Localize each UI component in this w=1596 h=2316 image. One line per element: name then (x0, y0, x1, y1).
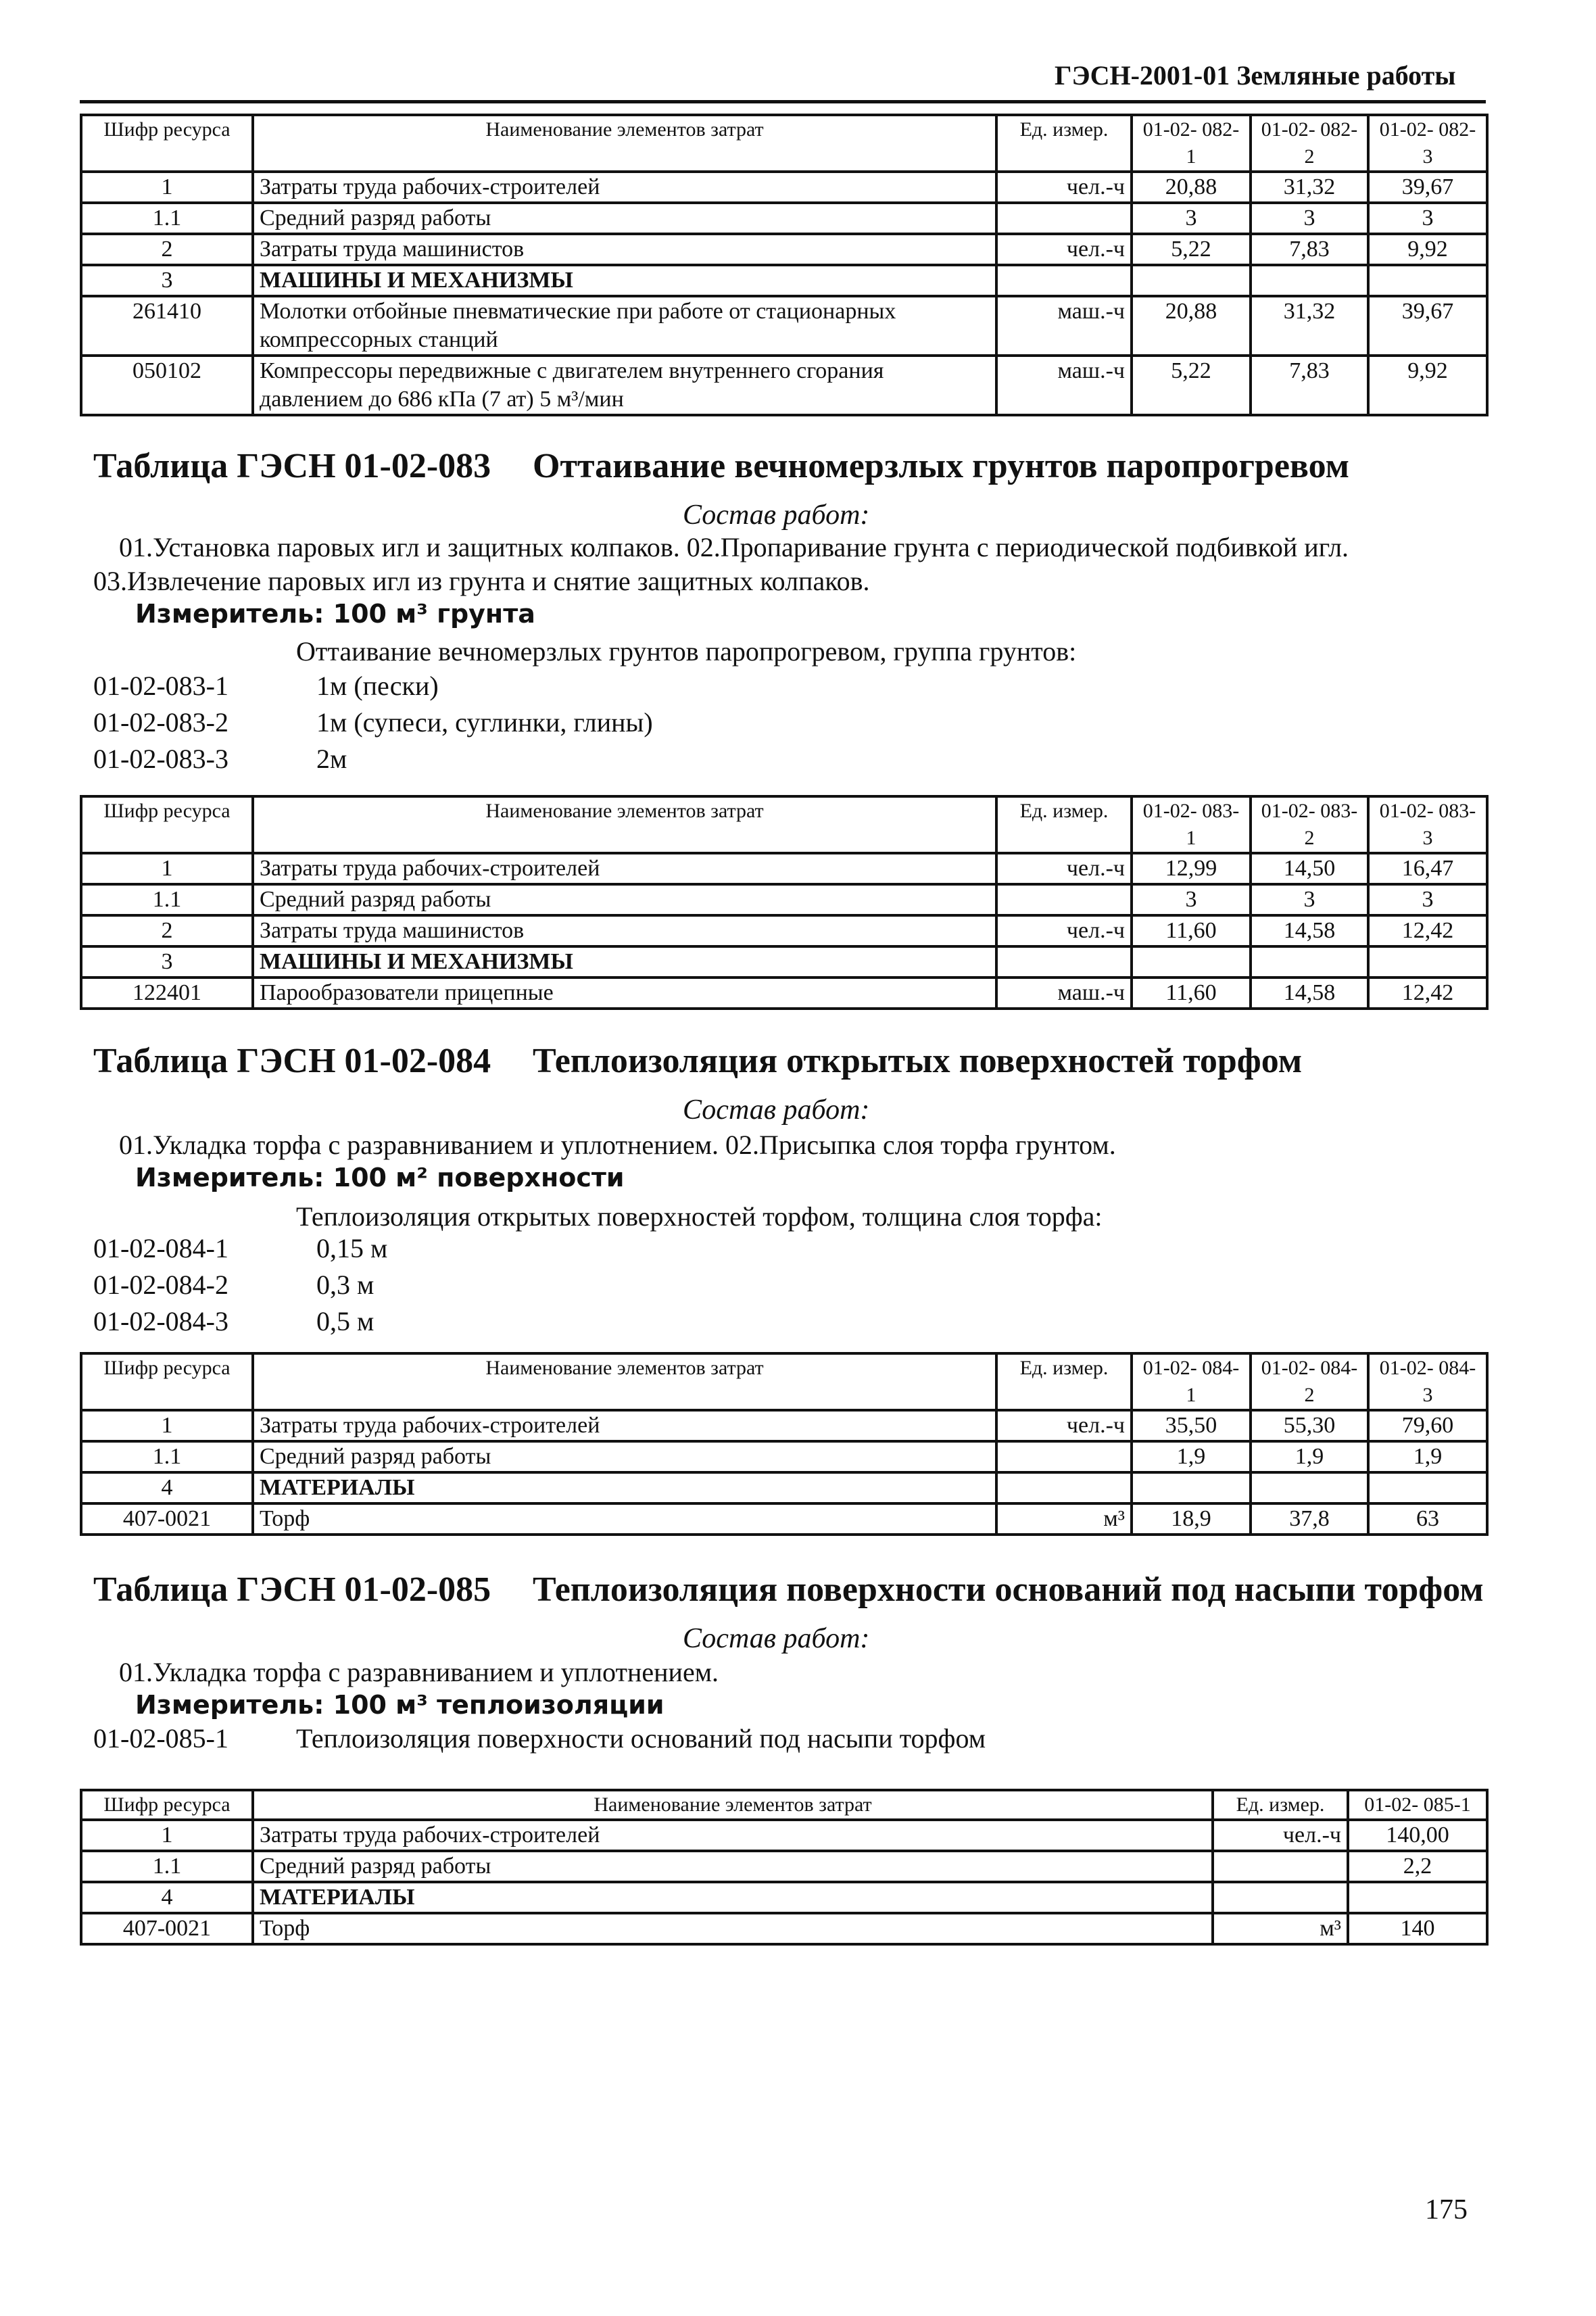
row-section-name: МАТЕРИАЛЫ (253, 1472, 996, 1503)
row-value: 1,9 (1251, 1441, 1368, 1472)
row-unit (996, 265, 1132, 296)
col-header-unit: Ед. измер. (996, 796, 1132, 853)
list-item (93, 1303, 387, 1340)
row-section-name: МАШИНЫ И МЕХАНИЗМЫ (253, 265, 996, 296)
row-name: Торф (253, 1913, 1213, 1944)
works-line-1: 01.Установка паровых игл и защитных колпаков. 02.Пропаривание грунта с периодической подбивкой игл. (119, 532, 1349, 562)
row-value: 14,58 (1251, 978, 1368, 1009)
row-unit: маш.-ч (996, 296, 1132, 356)
row-name: Затраты труда машинистов (253, 234, 996, 265)
item-text: 1м (супеси, суглинки, глины) (316, 707, 653, 738)
row-code: 1 (81, 1410, 253, 1441)
row-value: 11,60 (1132, 915, 1251, 946)
row-unit: чел.-ч (996, 1410, 1132, 1441)
row-value: 12,42 (1368, 915, 1487, 946)
table-084 (80, 1352, 1489, 1536)
row-unit: маш.-ч (996, 978, 1132, 1009)
row-value: 5,22 (1132, 234, 1251, 265)
row-value (1348, 1882, 1487, 1913)
row-unit: чел.-ч (996, 234, 1132, 265)
row-value (1132, 946, 1251, 978)
row-value: 55,30 (1251, 1410, 1368, 1441)
code-list (93, 1720, 986, 1757)
item-code: 01-02-084-2 (93, 1270, 228, 1300)
row-value: 3 (1368, 203, 1487, 234)
list-item (93, 1230, 387, 1267)
row-code: 1.1 (81, 1441, 253, 1472)
row-name: Средний разряд работы (253, 1441, 996, 1472)
table-header-row (81, 796, 1487, 853)
row-value: 14,50 (1251, 853, 1368, 884)
col-header-code: Шифр ресурса (81, 796, 253, 853)
table-082 (80, 114, 1489, 416)
item-code: 01-02-085-1 (93, 1723, 228, 1754)
row-value: 14,58 (1251, 915, 1368, 946)
table-code: Таблица ГЭСН 01-02-085 (93, 1570, 491, 1609)
row-section-name: МАШИНЫ И МЕХАНИЗМЫ (253, 946, 996, 978)
row-code: 407-0021 (81, 1503, 253, 1535)
row-value: 1,9 (1368, 1441, 1487, 1472)
row-name: Торф (253, 1503, 996, 1535)
item-code: 01-02-083-1 (93, 671, 228, 701)
row-name: Затраты труда машинистов (253, 915, 996, 946)
item-code: 01-02-083-2 (93, 707, 228, 738)
table-row (81, 853, 1487, 884)
row-code: 1 (81, 1820, 253, 1851)
item-text: 0,15 м (316, 1233, 388, 1263)
table-row (81, 265, 1487, 296)
row-value: 35,50 (1132, 1410, 1251, 1441)
code-list (93, 1230, 387, 1340)
col-header-083-3: 01-02- 083-3 (1368, 796, 1487, 853)
row-value (1368, 265, 1487, 296)
row-value: 3 (1251, 884, 1368, 915)
section-description: Оттаивание вечномерзлых грунтов паропрогревом, группа грунтов: (296, 636, 1077, 667)
page-number: 175 (1425, 2194, 1468, 2225)
row-code: 407-0021 (81, 1913, 253, 1944)
item-text: 1м (пески) (316, 671, 439, 701)
row-name: Затраты труда рабочих-строителей (253, 172, 996, 203)
row-unit: м³ (996, 1503, 1132, 1535)
row-value: 12,99 (1132, 853, 1251, 884)
col-header-code: Шифр ресурса (81, 1790, 253, 1820)
row-value: 31,32 (1251, 172, 1368, 203)
row-unit (1213, 1882, 1348, 1913)
table-title-085 (93, 1570, 1484, 1610)
row-name: Средний разряд работы (253, 884, 996, 915)
row-name: Компрессоры передвижные с двигателем внутреннего сгорания давлением до 686 кПа (7 ат) 5 м³/мин (253, 356, 996, 415)
row-unit: чел.-ч (1213, 1820, 1348, 1851)
row-value: 39,67 (1368, 172, 1487, 203)
col-header-name: Наименование элементов затрат (253, 796, 996, 853)
table-code: Таблица ГЭСН 01-02-084 (93, 1042, 491, 1080)
table-header-row (81, 1353, 1487, 1410)
row-section-name: МАТЕРИАЛЫ (253, 1882, 1213, 1913)
row-unit: маш.-ч (996, 356, 1132, 415)
code-list (93, 668, 653, 777)
running-header: ГЭСН-2001-01 Земляные работы (1055, 60, 1456, 91)
meter-line: Измеритель: 100 м³ теплоизоляции (135, 1690, 664, 1720)
row-unit (996, 1441, 1132, 1472)
col-header-084-3: 01-02- 084-3 (1368, 1353, 1487, 1410)
list-item (93, 704, 653, 741)
table-row (81, 172, 1487, 203)
row-value: 140 (1348, 1913, 1487, 1944)
row-value (1251, 946, 1368, 978)
list-item (93, 741, 653, 777)
row-code: 3 (81, 946, 253, 978)
row-unit: чел.-ч (996, 172, 1132, 203)
col-header-name: Наименование элементов затрат (253, 115, 996, 172)
item-text: 2м (316, 744, 347, 774)
row-value: 1,9 (1132, 1441, 1251, 1472)
col-header-082-2: 01-02- 082-2 (1251, 115, 1368, 172)
composition-label: Состав работ: (683, 500, 870, 531)
item-text: 0,3 м (316, 1270, 374, 1300)
table-row (81, 946, 1487, 978)
col-header-082-1: 01-02- 082-1 (1132, 115, 1251, 172)
table-row (81, 1410, 1487, 1441)
row-value: 9,92 (1368, 356, 1487, 415)
col-header-085-1: 01-02- 085-1 (1348, 1790, 1487, 1820)
table-title-083 (93, 446, 1349, 486)
table-row (81, 296, 1487, 356)
table-name: Теплоизоляция поверхности оснований под насыпи торфом (533, 1570, 1484, 1609)
table-row (81, 1882, 1487, 1913)
row-value: 3 (1132, 884, 1251, 915)
section-description: Теплоизоляция открытых поверхностей торфом, толщина слоя торфа: (296, 1201, 1103, 1232)
col-header-083-1: 01-02- 083-1 (1132, 796, 1251, 853)
table-row (81, 978, 1487, 1009)
row-code: 1.1 (81, 1851, 253, 1882)
table-name: Теплоизоляция открытых поверхностей торфом (533, 1042, 1303, 1080)
item-code: 01-02-084-1 (93, 1233, 228, 1263)
table-header-row (81, 115, 1487, 172)
row-unit: чел.-ч (996, 853, 1132, 884)
composition-label: Состав работ: (683, 1094, 870, 1126)
table-row (81, 356, 1487, 415)
row-value: 2,2 (1348, 1851, 1487, 1882)
item-text: Теплоизоляция поверхности оснований под насыпи торфом (296, 1723, 986, 1754)
row-unit (1213, 1851, 1348, 1882)
table-row (81, 234, 1487, 265)
composition-label: Состав работ: (683, 1623, 870, 1654)
row-value: 140,00 (1348, 1820, 1487, 1851)
row-value: 3 (1251, 203, 1368, 234)
row-value: 12,42 (1368, 978, 1487, 1009)
table-header-row (81, 1790, 1487, 1820)
col-header-unit: Ед. измер. (996, 1353, 1132, 1410)
row-value: 16,47 (1368, 853, 1487, 884)
row-value: 18,9 (1132, 1503, 1251, 1535)
table-code: Таблица ГЭСН 01-02-083 (93, 447, 491, 485)
table-row (81, 1913, 1487, 1944)
row-code: 122401 (81, 978, 253, 1009)
table-085 (80, 1789, 1489, 1946)
row-name: Молотки отбойные пневматические при работе от стационарных компрессорных станций (253, 296, 996, 356)
header-rule (80, 100, 1486, 103)
table-row (81, 1441, 1487, 1472)
item-code: 01-02-083-3 (93, 744, 228, 774)
col-header-code: Шифр ресурса (81, 115, 253, 172)
row-value: 3 (1132, 203, 1251, 234)
row-code: 4 (81, 1472, 253, 1503)
col-header-084-2: 01-02- 084-2 (1251, 1353, 1368, 1410)
table-row (81, 1503, 1487, 1535)
row-value: 79,60 (1368, 1410, 1487, 1441)
row-value: 20,88 (1132, 296, 1251, 356)
table-row (81, 1851, 1487, 1882)
row-value: 7,83 (1251, 356, 1368, 415)
row-unit: м³ (1213, 1913, 1348, 1944)
row-value: 7,83 (1251, 234, 1368, 265)
row-name: Средний разряд работы (253, 1851, 1213, 1882)
table-row (81, 1820, 1487, 1851)
row-value: 11,60 (1132, 978, 1251, 1009)
table-row (81, 203, 1487, 234)
row-value: 5,22 (1132, 356, 1251, 415)
row-code: 1 (81, 853, 253, 884)
row-value (1251, 1472, 1368, 1503)
row-code: 2 (81, 234, 253, 265)
list-item (93, 668, 653, 704)
row-code: 3 (81, 265, 253, 296)
item-code: 01-02-084-3 (93, 1306, 228, 1336)
table-row (81, 915, 1487, 946)
col-header-083-2: 01-02- 083-2 (1251, 796, 1368, 853)
row-value (1368, 946, 1487, 978)
table-title-084 (93, 1041, 1302, 1081)
row-name: Затраты труда рабочих-строителей (253, 1410, 996, 1441)
row-value (1132, 1472, 1251, 1503)
row-code: 050102 (81, 356, 253, 415)
table-row (81, 884, 1487, 915)
list-item (93, 1267, 387, 1303)
row-unit (996, 1472, 1132, 1503)
row-code: 4 (81, 1882, 253, 1913)
row-code: 1.1 (81, 884, 253, 915)
row-name: Парообразователи прицепные (253, 978, 996, 1009)
col-header-unit: Ед. измер. (1213, 1790, 1348, 1820)
list-item (93, 1720, 986, 1757)
row-value (1368, 1472, 1487, 1503)
col-header-084-1: 01-02- 084-1 (1132, 1353, 1251, 1410)
col-header-name: Наименование элементов затрат (253, 1353, 996, 1410)
table-name: Оттаивание вечномерзлых грунтов паропрогревом (533, 447, 1350, 485)
row-value: 39,67 (1368, 296, 1487, 356)
col-header-name: Наименование элементов затрат (253, 1790, 1213, 1820)
row-unit (996, 884, 1132, 915)
row-unit (996, 203, 1132, 234)
table-row (81, 1472, 1487, 1503)
col-header-unit: Ед. измер. (996, 115, 1132, 172)
works-line-1: 01.Укладка торфа с разравниванием и уплотнением. (119, 1657, 719, 1687)
row-value: 37,8 (1251, 1503, 1368, 1535)
row-value: 9,92 (1368, 234, 1487, 265)
table-083 (80, 795, 1489, 1010)
item-text: 0,5 м (316, 1306, 374, 1336)
row-value: 31,32 (1251, 296, 1368, 356)
works-line-1: 01.Укладка торфа с разравниванием и уплотнением. 02.Присыпка слоя торфа грунтом. (119, 1130, 1116, 1160)
row-value: 63 (1368, 1503, 1487, 1535)
col-header-code: Шифр ресурса (81, 1353, 253, 1410)
meter-line: Измеритель: 100 м² поверхности (135, 1163, 625, 1192)
row-code: 2 (81, 915, 253, 946)
row-code: 1.1 (81, 203, 253, 234)
row-value: 3 (1368, 884, 1487, 915)
row-value (1132, 265, 1251, 296)
row-value (1251, 265, 1368, 296)
row-code: 1 (81, 172, 253, 203)
col-header-082-3: 01-02- 082-3 (1368, 115, 1487, 172)
works-line-2: 03.Извлечение паровых игл из грунта и снятие защитных колпаков. (93, 566, 870, 596)
row-value: 20,88 (1132, 172, 1251, 203)
row-name: Затраты труда рабочих-строителей (253, 853, 996, 884)
meter-line: Измеритель: 100 м³ грунта (135, 599, 535, 629)
row-code: 261410 (81, 296, 253, 356)
row-name: Средний разряд работы (253, 203, 996, 234)
row-unit (996, 946, 1132, 978)
row-unit: чел.-ч (996, 915, 1132, 946)
row-name: Затраты труда рабочих-строителей (253, 1820, 1213, 1851)
